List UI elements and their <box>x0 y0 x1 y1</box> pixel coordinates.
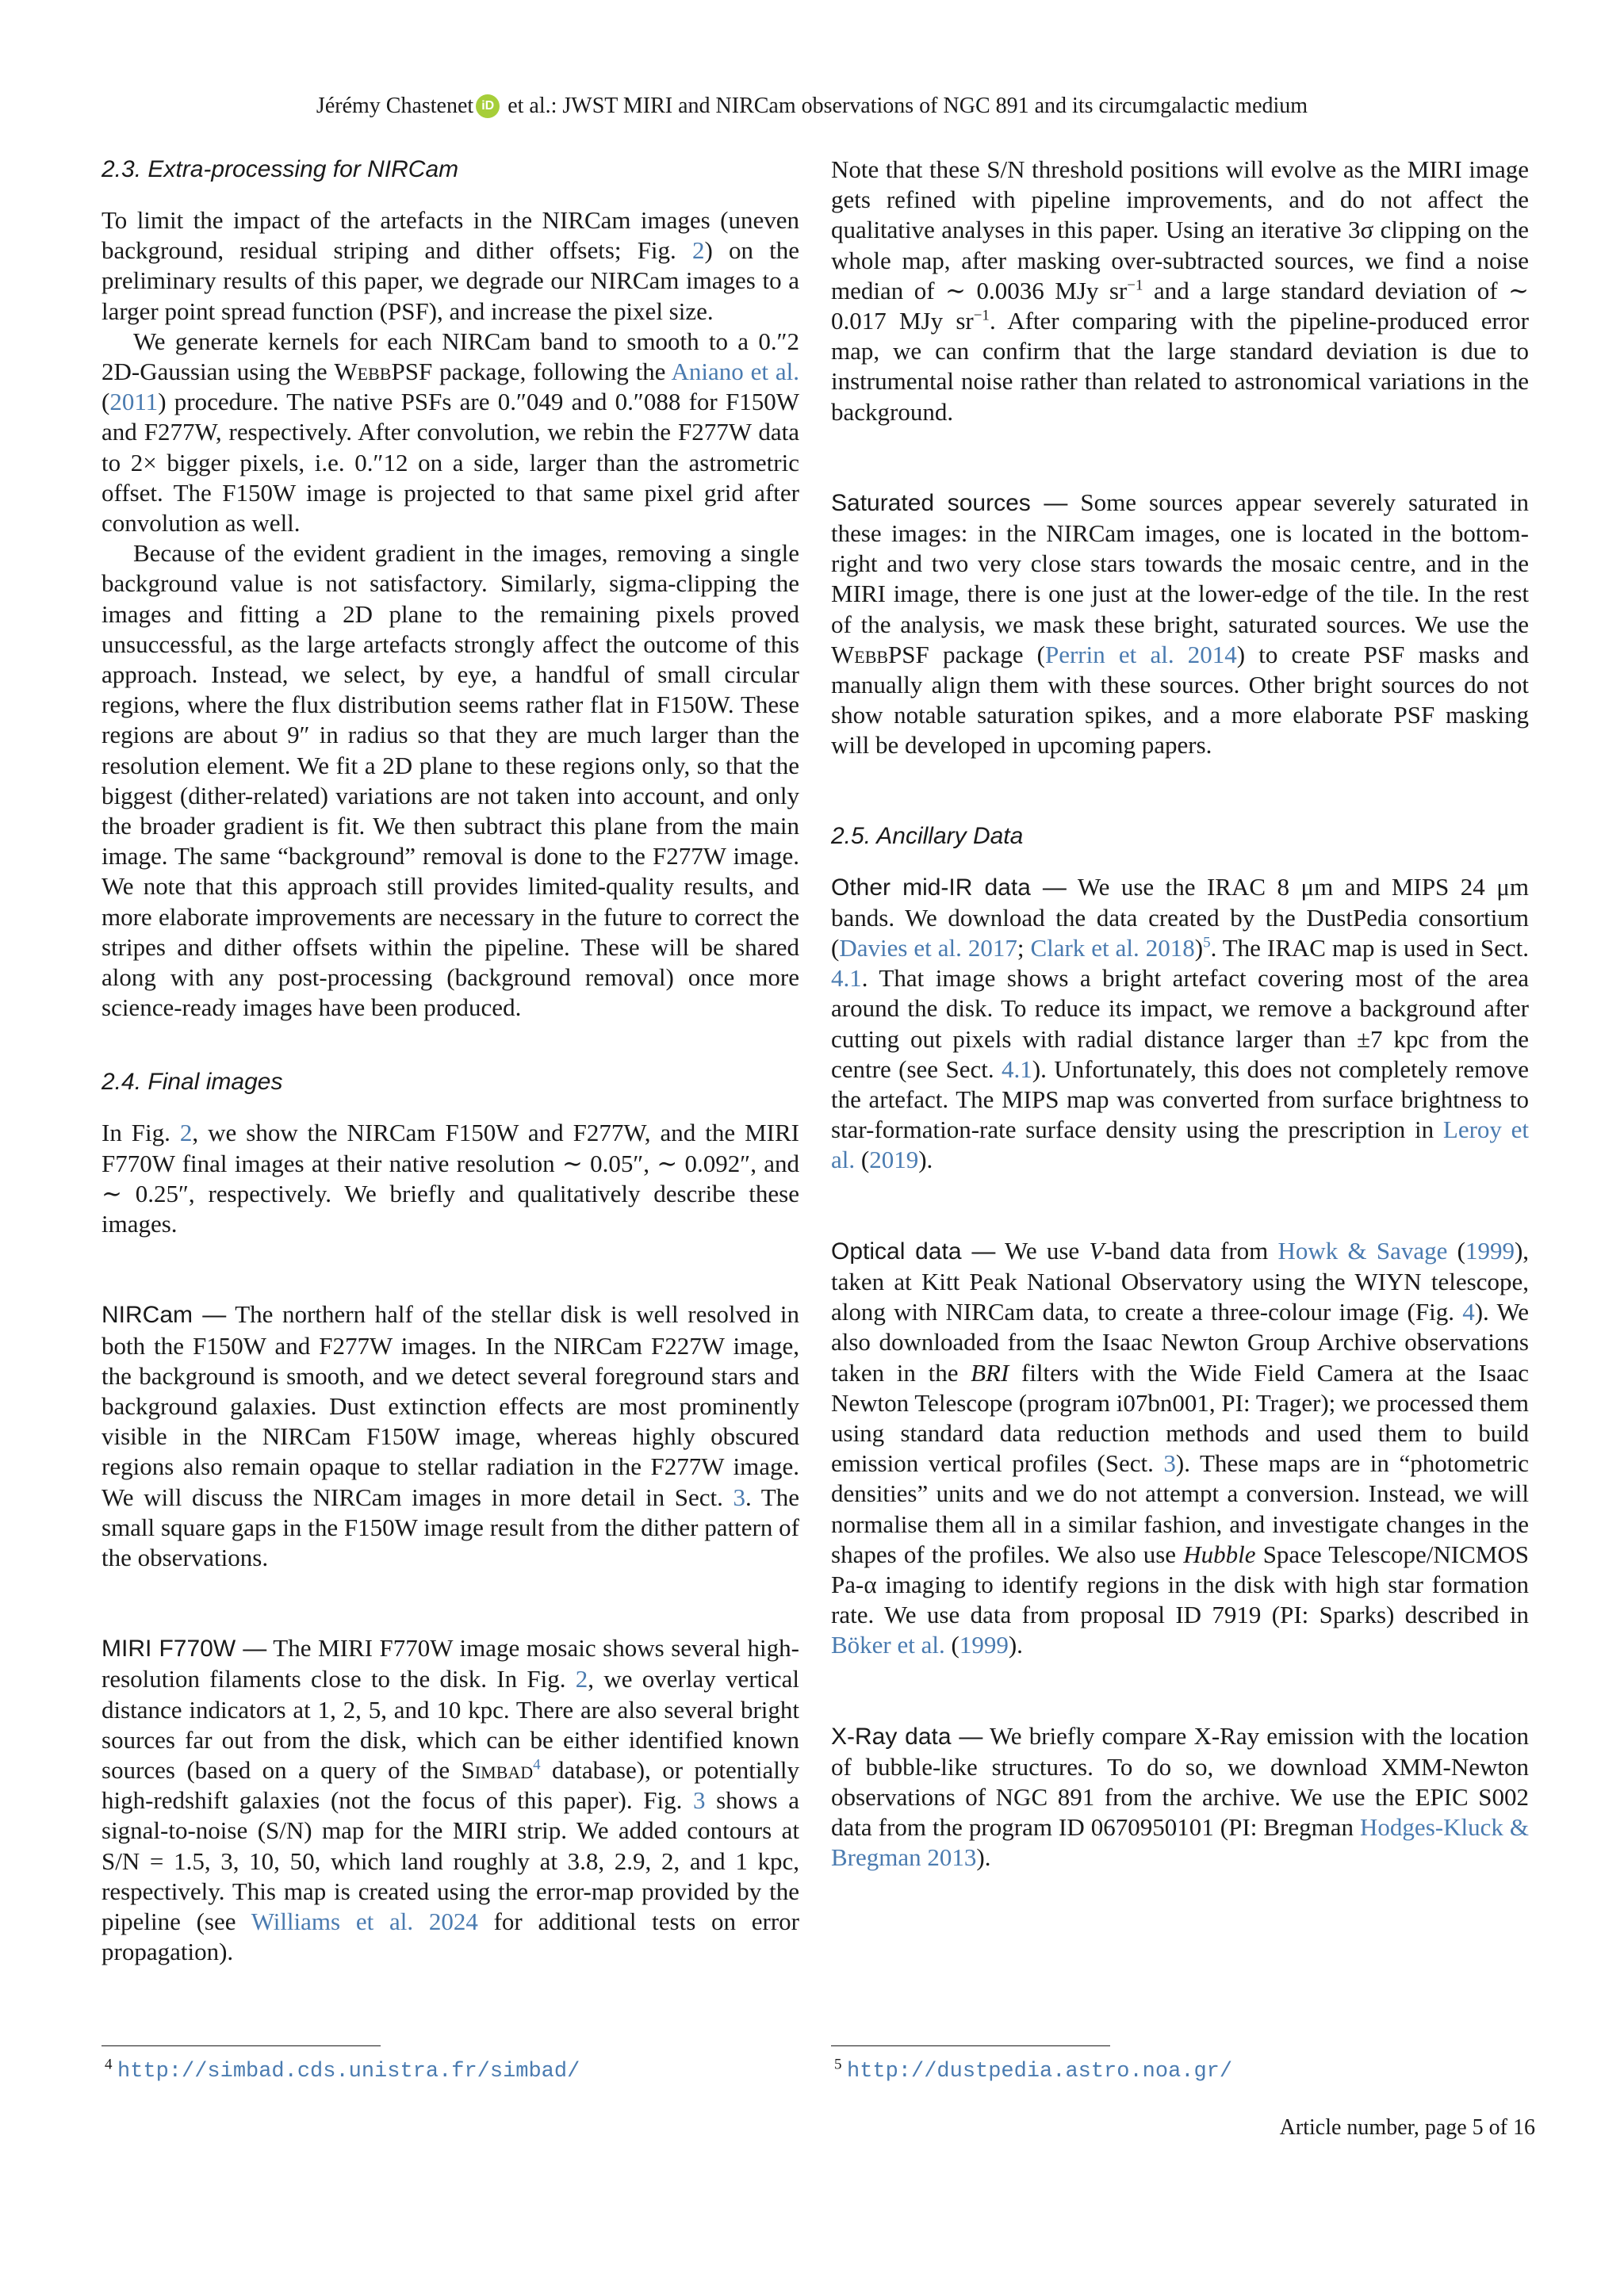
orcid-icon[interactable]: iD <box>476 94 500 118</box>
paragraph-mir: Other mid-IR data — We use the IRAC 8 μm and MIPS 24 μm bands. We download the data created by the DustPedia consortium (Davies et al. 2017; Clark et al. 2018)$^5$. The IRAC map is used in Sect. 4.1. That image shows a bright artefact covering most of the area around the disk. To reduce its impact, we remove a background after cutting out pixels with radial distance larger than ±7 kpc from the centre (see Sect. 4.1). Unfortunately, this does not completely remove the artefact. The MIPS map was converted from surface brightness to star-formation-rate surface density using the prescription in Leroy et al. (2019). <box>831 872 1530 1174</box>
paragraph: We generate kernels for each NIRCam band to smooth to a 0.″2 2D-Gaussian using the WebbPSF package, following the Aniano et al. (2011) procedure. The native PSFs are 0.″049 and 0.″088 for F150W and F277W, respectively. After convolution, we rebin the F277W data to 2× bigger pixels, i.e. 0.″12 on a side, larger than the astrometric offset. The F150W image is projected to that same pixel grid after convolution as well. <box>102 327 799 538</box>
paragraph-miri: MIRI F770W — The MIRI F770W image mosaic shows several high-resolution filaments close to the disk. In Fig. 2, we overlay vertical distance indicators at 1, 2, 5, and 10 kpc. There are also several bright sources far out from the disk, which can be either identified known sources (based on a query of the Simbad$^4$ database), or potentially high-redshift galaxies (not the focus of this paper). Fig. 3 shows a signal-to-noise (S/N) map for the MIRI strip. We added contours at S/N = 1.5, 3, 10, 50, which land roughly at 3.8, 2.9, 2, and 1 kpc, respectively. This map is created using the error-map provided by the pipeline (see Williams et al. 2024 for additional tests on error propagation). <box>102 1634 799 1966</box>
running-head <box>0 90 1624 122</box>
figure-link[interactable]: 3 <box>692 1786 706 1815</box>
footnote-number: 4 <box>105 2056 113 2073</box>
section-heading-2-4: 2.4. Final images <box>102 1069 283 1096</box>
citation-link[interactable]: 1999 <box>1465 1236 1515 1265</box>
right-column <box>831 155 1529 1873</box>
citation-link[interactable]: Böker et al. <box>831 1631 945 1659</box>
running-title: et al.: JWST MIRI and NIRCam observations of NGC 891 and its circumgalactic medium <box>502 94 1308 118</box>
page-number: Article number, page 5 of 16 <box>1279 2115 1535 2140</box>
citation-link[interactable]: 2011 <box>109 388 159 416</box>
run-in-heading: NIRCam — <box>102 1302 227 1329</box>
author-name: Jérémy Chastenet <box>316 94 474 118</box>
paragraph: To limit the impact of the artefacts in the NIRCam images (uneven background, residual striping and dither offsets; Fig. 2) on the preliminary results of this paper, we degrade our NIRCam images to a larger point spread function (PSF), and increase the pixel size. <box>102 206 799 325</box>
paragraph: In Fig. 2, we show the NIRCam F150W and F277W, and the MIRI F770W final images at their native resolution ∼ 0.05″, ∼ 0.092″, and ∼ 0.25″, respectively. We briefly and qualitatively describe these images. <box>102 1119 799 1238</box>
footnote-4 <box>105 2057 580 2085</box>
run-in-heading: Optical data — <box>831 1238 996 1265</box>
paragraph: Note that these S/N threshold positions will evolve as the MIRI image gets refined with pipeline improvements, and do not affect the qualitative analyses in this paper. Using an iterative 3σ clipping on the whole map, after masking over-subtracted sources, we find a noise median of ∼ 0.0036 MJy $sr^{-1}$ and a large standard deviation of ∼ 0.017 MJy $sr^{-1}$. After comparing with the pipeline-produced error map, we can confirm that the large standard deviation is due to instrumental noise rather than related to astronomical variations in the background. <box>831 155 1530 426</box>
section-link[interactable]: 3 <box>733 1483 746 1511</box>
left-column <box>102 155 799 1967</box>
citation-link[interactable]: Leroy et al. <box>831 1115 1530 1174</box>
paragraph: Because of the evident gradient in the images, removing a single background value is not satisfactory. Similarly, sigma-clipping the images and fitting a 2D plane to the remaining pixels proved unsuccessful, as the large artefacts strongly affect the outcome of this approach. Instead, we select, by eye, a handful of small circular regions, where the flux distribution seems rather flat in F150W. These regions are about 9″ in radius so that they are much larger than the resolution element. We fit a 2D plane to these regions only, so that the biggest (dither-related) variations are not taken into account, and only the broader gradient is fit. We then subtract this plane from the main image. The same “background” removal is done to the F277W image. We note that this approach still provides limited-quality results, and more elaborate improvements are necessary in the future to correct the stripes and dither offsets within the pipeline. These will be shared along with any post-processing (background removal) once more science-ready images have been produced. <box>102 539 799 1022</box>
dustpedia-url-link[interactable]: http://dustpedia.astro.noa.gr/ <box>847 2060 1233 2084</box>
run-in-heading: Other mid-IR data — <box>831 874 1067 901</box>
footnote-rule <box>102 2045 381 2046</box>
footnote-marker[interactable]: 4 <box>533 1756 541 1774</box>
section-heading-2-5: 2.5. Ancillary Data <box>831 822 1024 849</box>
run-in-heading: Saturated sources — <box>831 489 1068 516</box>
paragraph-nircam: NIRCam — The northern half of the stellar disk is well resolved in both the F150W and F277W images. In the NIRCam F227W image, the background is smooth, and we detect several foreground stars and background galaxies. Dust extinction effects are most prominently visible in the NIRCam F150W image, whereas highly obscured regions also remain opaque to stellar radiation in the F277W image. We will discuss the NIRCam images in more detail in Sect. 3. The small square gaps in the F150W image result from the dither pattern of the observations. <box>102 1300 800 1571</box>
citation-link[interactable]: Davies et al. 2017 <box>839 934 1017 962</box>
citation-link[interactable]: Clark et al. 2018 <box>1030 934 1195 962</box>
figure-link[interactable]: 4 <box>1462 1298 1475 1326</box>
footnote-marker[interactable]: 5 <box>1203 934 1211 951</box>
section-link[interactable]: 3 <box>1163 1449 1176 1478</box>
run-in-heading: MIRI F770W — <box>102 1636 267 1663</box>
citation-link[interactable]: Perrin et al. 2014 <box>1044 640 1237 668</box>
figure-link[interactable]: 2 <box>691 236 705 265</box>
section-heading-2-3: 2.3. Extra-processing for NIRCam <box>102 156 459 182</box>
simbad-url-link[interactable]: http://simbad.cds.unistra.fr/simbad/ <box>117 2060 580 2084</box>
citation-link[interactable]: 1999 <box>959 1631 1009 1659</box>
paragraph-saturated: Saturated sources — Some sources appear severely saturated in these images: in the NIRCam images, one is located in the bottom-right and two very close stars towards the mosaic centre, and in the MIRI image, there is one just at the lower-edge of the tile. In the rest of the analysis, we mask these bright, saturated sources. We use the WebbPSF package (Perrin et al. 2014) to create PSF masks and manually align them with these sources. Other bright sources do not show notable saturation spikes, and a more elaborate PSF masking will be developed in upcoming papers. <box>831 488 1530 760</box>
paragraph-xray: X-Ray data — We briefly compare X-Ray emission with the location of bubble-like structures. To do so, we download XMM-Newton observations of NGC 891 from the archive. We use the EPIC S002 data from the program ID 0670950101 (PI: Bregman Hodges-Kluck & Bregman 2013). <box>831 1721 1530 1872</box>
figure-link[interactable]: 2 <box>575 1665 588 1693</box>
footnote-rule <box>831 2045 1110 2046</box>
citation-link[interactable]: Howk & Savage <box>1277 1236 1448 1265</box>
section-link[interactable]: 4.1 <box>831 964 862 993</box>
footnote-number: 5 <box>834 2056 842 2073</box>
figure-link[interactable]: 2 <box>179 1119 193 1147</box>
paragraph-optical: Optical data — We use V-band data from Howk & Savage (1999), taken at Kitt Peak National Observatory using the WIYN telescope, along with NIRCam data, to create a three-colour image (Fig. 4). We also downloaded from the Isaac Newton Group Archive observations taken in the BRI filters with the Wide Field Camera at the Isaac Newton Telescope (program i07bn001, PI: Trager); we processed them using standard data reduction methods and used them to build emission vertical profiles (Sect. 3). These maps are in “photometric densities” units and we do not attempt a conversion. Instead, we will normalise them all in a similar fashion, and investigate changes in the shapes of the profiles. We also use Hubble Space Telescope/NICMOS Pa-α imaging to identify regions in the disk with high star formation rate. We use data from proposal ID 7919 (PI: Sparks) described in Böker et al. (1999). <box>831 1236 1530 1659</box>
citation-link[interactable]: Williams et al. 2024 <box>251 1907 478 1935</box>
citation-link[interactable]: 2019 <box>869 1146 919 1174</box>
footnote-5 <box>834 2057 1232 2085</box>
section-link[interactable]: 4.1 <box>1002 1054 1032 1083</box>
run-in-heading: X-Ray data — <box>831 1723 983 1750</box>
citation-link[interactable]: Aniano et al. <box>671 358 799 386</box>
citation-link[interactable]: Hodges-Kluck & Bregman 2013 <box>831 1813 1530 1872</box>
